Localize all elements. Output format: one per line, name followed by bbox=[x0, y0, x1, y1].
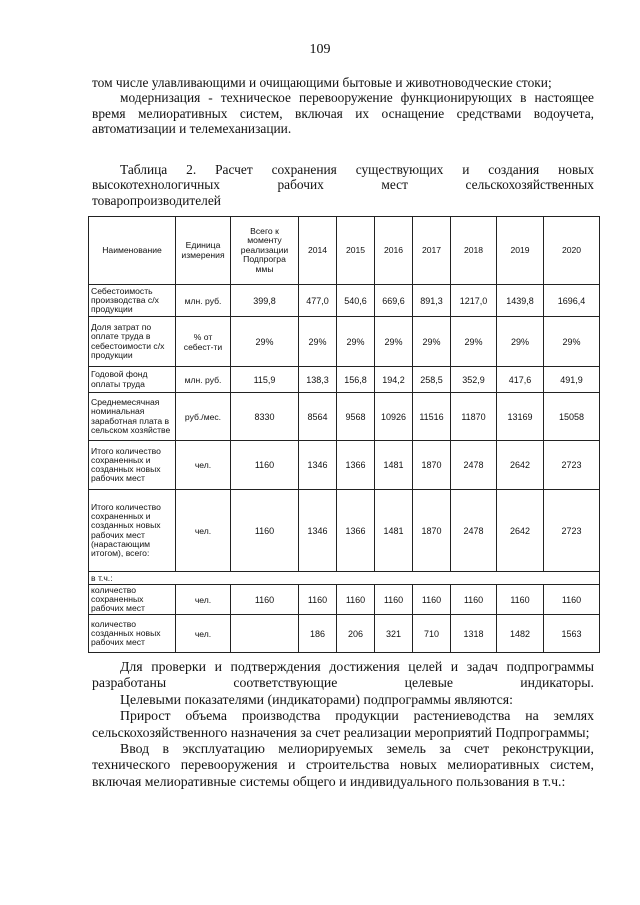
header-unit: Единица измерения bbox=[176, 217, 231, 285]
header-name: Наименование bbox=[89, 217, 176, 285]
subtotal-label: в т.ч.: bbox=[89, 572, 600, 585]
row-value: 29% bbox=[299, 317, 337, 367]
row-name: Годовой фонд оплаты труда bbox=[89, 367, 176, 393]
row-value: 1160 bbox=[544, 585, 600, 615]
row-value: 1366 bbox=[337, 490, 375, 572]
row-value: 1482 bbox=[497, 615, 544, 653]
row-value: 352,9 bbox=[451, 367, 497, 393]
row-value: 29% bbox=[544, 317, 600, 367]
row-name: Итого количество сохраненных и созданных новых рабочих мест bbox=[89, 441, 176, 490]
row-value: 258,5 bbox=[413, 367, 451, 393]
intro-text bbox=[92, 75, 594, 137]
header-year: 2016 bbox=[375, 217, 413, 285]
table-header-row bbox=[89, 217, 600, 285]
header-total: Всего к моменту реализации Подпрогра ммы bbox=[231, 217, 299, 285]
row-value: 1318 bbox=[451, 615, 497, 653]
after-text bbox=[92, 659, 594, 790]
row-value: 156,8 bbox=[337, 367, 375, 393]
table-caption-line-3: товаропроизводителей bbox=[92, 192, 221, 208]
row-total: 1160 bbox=[231, 441, 299, 490]
row-total: 115,9 bbox=[231, 367, 299, 393]
row-unit: чел. bbox=[176, 585, 231, 615]
row-value: 1346 bbox=[299, 490, 337, 572]
table-row bbox=[89, 285, 600, 317]
row-name: Итого количество сохраненных и созданных новых рабочих мест (нарастающим итогом), всего: bbox=[89, 490, 176, 572]
row-value: 29% bbox=[451, 317, 497, 367]
row-value: 2642 bbox=[497, 441, 544, 490]
row-unit: млн. руб. bbox=[176, 285, 231, 317]
row-value: 206 bbox=[337, 615, 375, 653]
row-value: 9568 bbox=[337, 393, 375, 441]
table-caption-line-2: высокотехнологичных рабочих мест сельскохозяйственных bbox=[92, 177, 594, 193]
row-value: 1481 bbox=[375, 441, 413, 490]
row-value: 491,9 bbox=[544, 367, 600, 393]
row-value: 13169 bbox=[497, 393, 544, 441]
after-paragraph-3: Прирост объема производства продукции растениеводства на землях сельскохозяйственного назначения за счет реализации мероприятий Подпрограммы; bbox=[92, 708, 594, 740]
table-row bbox=[89, 490, 600, 572]
row-total: 399,8 bbox=[231, 285, 299, 317]
header-year: 2019 bbox=[497, 217, 544, 285]
row-value: 669,6 bbox=[375, 285, 413, 317]
row-value: 1160 bbox=[375, 585, 413, 615]
row-value: 15058 bbox=[544, 393, 600, 441]
row-value: 138,3 bbox=[299, 367, 337, 393]
table-row bbox=[89, 441, 600, 490]
row-value: 2642 bbox=[497, 490, 544, 572]
row-value: 1160 bbox=[337, 585, 375, 615]
after-paragraph-2: Целевыми показателями (индикаторами) подпрограммы являются: bbox=[120, 691, 513, 707]
row-value: 1563 bbox=[544, 615, 600, 653]
row-value: 29% bbox=[337, 317, 375, 367]
intro-paragraph-2: модернизация - техническое перевооружение функционирующих в настоящее время мелиоративных систем, включая их оснащение средствами водоучета, автоматизации и телемеханизации. bbox=[92, 90, 594, 137]
page-number: 109 bbox=[309, 42, 331, 57]
row-value: 2478 bbox=[451, 441, 497, 490]
row-value: 891,3 bbox=[413, 285, 451, 317]
row-value: 321 bbox=[375, 615, 413, 653]
row-value: 710 bbox=[413, 615, 451, 653]
row-value: 1481 bbox=[375, 490, 413, 572]
table-body bbox=[89, 285, 600, 653]
row-unit: % от себест-ти bbox=[176, 317, 231, 367]
row-name: количество созданных новых рабочих мест bbox=[89, 615, 176, 653]
header-year: 2018 bbox=[451, 217, 497, 285]
row-value: 1346 bbox=[299, 441, 337, 490]
table-row bbox=[89, 585, 600, 615]
row-value: 2723 bbox=[544, 490, 600, 572]
row-value: 29% bbox=[413, 317, 451, 367]
row-value: 477,0 bbox=[299, 285, 337, 317]
row-total bbox=[231, 615, 299, 653]
row-value: 29% bbox=[497, 317, 544, 367]
table-row bbox=[89, 572, 600, 585]
after-paragraph-1: Для проверки и подтверждения достижения целей и задач подпрограммы разработаны соответствующие целевые индикаторы. bbox=[92, 659, 594, 691]
row-total: 8330 bbox=[231, 393, 299, 441]
header-year: 2015 bbox=[337, 217, 375, 285]
after-paragraph-4: Ввод в эксплуатацию мелиорируемых земель за счет реконструкции, технического перевооружения и строительства новых мелиоративных систем, включая мелиоративные системы общего и индивидуального пользования в т.ч.: bbox=[92, 741, 594, 789]
row-value: 186 bbox=[299, 615, 337, 653]
row-value: 1160 bbox=[299, 585, 337, 615]
row-name: Доля затрат по оплате труда в себестоимости с/х продукции bbox=[89, 317, 176, 367]
row-total: 29% bbox=[231, 317, 299, 367]
row-name: Себестоимость производства с/х продукции bbox=[89, 285, 176, 317]
header-year: 2017 bbox=[413, 217, 451, 285]
row-value: 194,2 bbox=[375, 367, 413, 393]
row-value: 1366 bbox=[337, 441, 375, 490]
header-year: 2014 bbox=[299, 217, 337, 285]
row-value: 1160 bbox=[413, 585, 451, 615]
table-row bbox=[89, 393, 600, 441]
header-year: 2020 bbox=[544, 217, 600, 285]
table-row bbox=[89, 615, 600, 653]
table-row bbox=[89, 317, 600, 367]
row-value: 1696,4 bbox=[544, 285, 600, 317]
row-unit: млн. руб. bbox=[176, 367, 231, 393]
row-unit: чел. bbox=[176, 615, 231, 653]
row-value: 540,6 bbox=[337, 285, 375, 317]
row-value: 1870 bbox=[413, 490, 451, 572]
row-unit: чел. bbox=[176, 441, 231, 490]
row-value: 1160 bbox=[497, 585, 544, 615]
table-caption bbox=[92, 162, 594, 208]
row-value: 2723 bbox=[544, 441, 600, 490]
row-value: 1217,0 bbox=[451, 285, 497, 317]
row-unit: чел. bbox=[176, 490, 231, 572]
row-name: Среднемесячная номинальная заработная плата в сельском хозяйстве bbox=[89, 393, 176, 441]
row-value: 11870 bbox=[451, 393, 497, 441]
row-value: 29% bbox=[375, 317, 413, 367]
row-total: 1160 bbox=[231, 585, 299, 615]
row-name: количество сохраненных рабочих мест bbox=[89, 585, 176, 615]
row-value: 8564 bbox=[299, 393, 337, 441]
table-caption-line-1: Таблица 2. Расчет сохранения существующих и создания новых bbox=[120, 162, 594, 177]
row-value: 1439,8 bbox=[497, 285, 544, 317]
row-value: 1160 bbox=[451, 585, 497, 615]
row-value: 1870 bbox=[413, 441, 451, 490]
row-value: 10926 bbox=[375, 393, 413, 441]
row-value: 2478 bbox=[451, 490, 497, 572]
jobs-table bbox=[88, 216, 600, 653]
row-value: 11516 bbox=[413, 393, 451, 441]
row-value: 417,6 bbox=[497, 367, 544, 393]
table-row bbox=[89, 367, 600, 393]
row-total: 1160 bbox=[231, 490, 299, 572]
intro-paragraph-1: том числе улавливающими и очищающими бытовые и животноводческие стоки; bbox=[92, 75, 552, 90]
row-unit: руб./мес. bbox=[176, 393, 231, 441]
